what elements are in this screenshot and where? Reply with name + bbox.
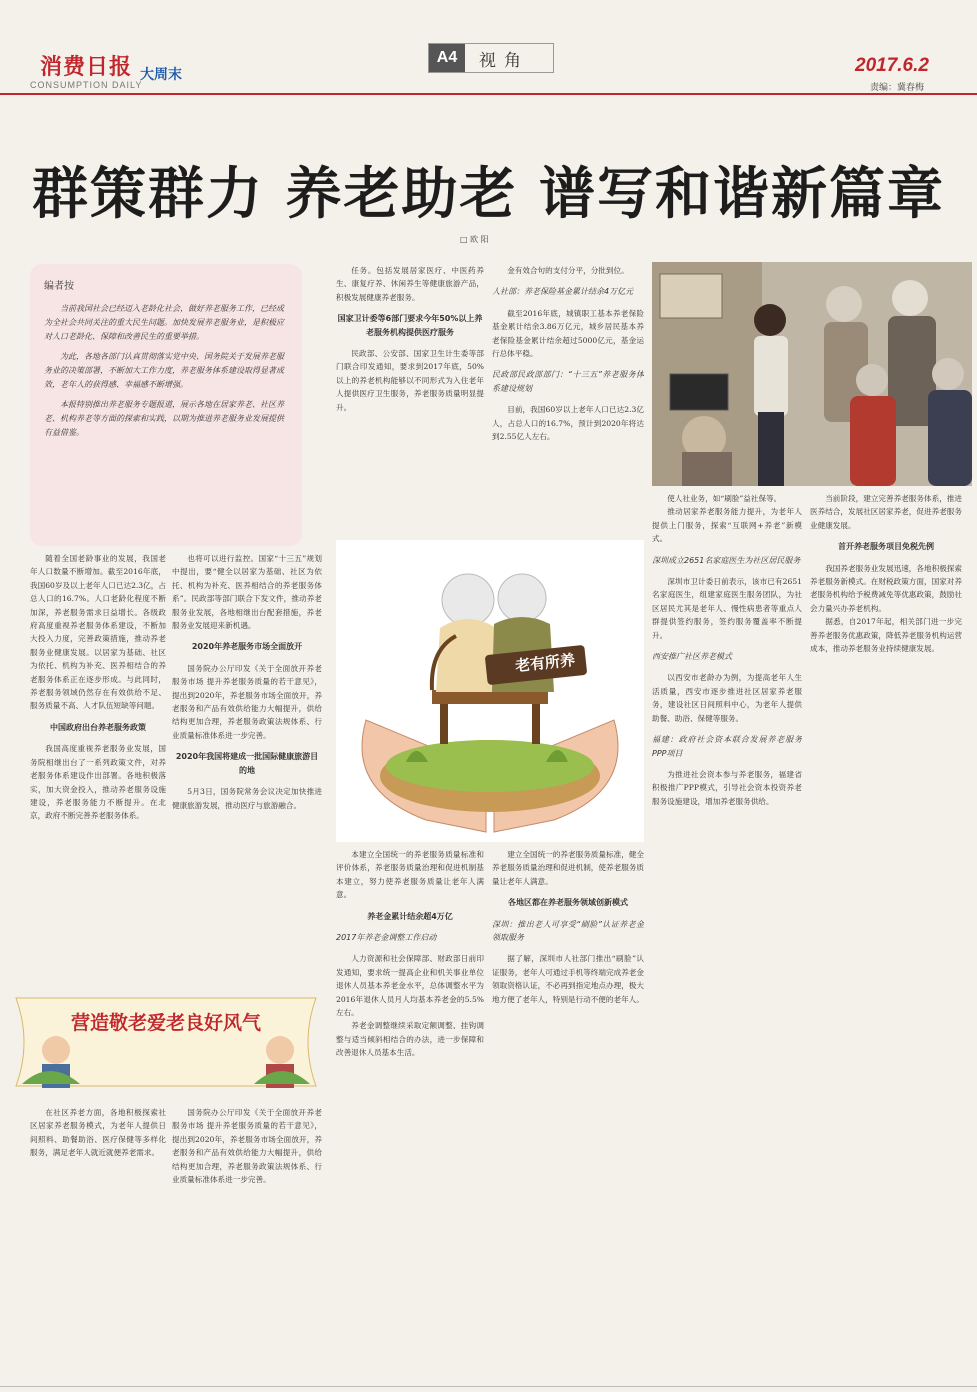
header-rule xyxy=(0,93,977,95)
page-number: A4 xyxy=(429,44,465,72)
editor-note xyxy=(30,264,302,546)
article-paragraph: 也将可以进行监控。国家“十三五”规划中提出，要“健全以居家为基础、社区为依托、机构为补充、医养相结合的养老服务体系”。民政部等部门联合下发文件，推动养老服务业发展，各地相继出台配套措施，养老服务业发展迎来新机遇。 xyxy=(172,554,322,631)
article-paragraph: 截至2016年底，城镇职工基本养老保险基金累计结余3.86万亿元，城乡居民基本养老保险基金累计结余超过5000亿元，基金运行总体平稳。 xyxy=(492,308,644,359)
article-paragraph: 当前阶段，建立完善养老服务体系，推进医养结合，发展社区居家养老，促进养老服务业健康发展。 xyxy=(810,494,962,530)
article-paragraph: 目前，我国60岁以上老年人口已达2.3亿人，占总人口的16.7%，预计到2020年将达到2.55亿人左右。 xyxy=(492,405,644,442)
subheading: 2020年养老服务市场全面放开 xyxy=(191,642,303,652)
editor-note-title: 编者按 xyxy=(44,281,74,292)
subheading: 首开养老服务项目免税先例 xyxy=(838,542,934,552)
column-2-bottom xyxy=(172,1106,322,1386)
byline: □ 欧 阳 xyxy=(460,235,489,244)
article-paragraph: 随着全国老龄事业的发展，我国老年人口数量不断增加。截至2016年底，我国60岁及以上老年人口已达2.3亿，占总人口的16.7%。人口老龄化程度不断加深，养老服务需求日益增长。各级政府高度重视养老服务体系建设，不断加大投入力度，完善政策措施，推动养老服务业健康发展。以居家为基础、社区为依托、机构为补充、医养相结合的养老服务体系正在逐步形成。与此同时，养老服务领域仍然存在有效供给不足、服务质量不高、人才队伍短缺等问题。 xyxy=(30,554,166,711)
column-5 xyxy=(652,492,802,1386)
banner-text: 营造敬老爱老良好风气 xyxy=(70,1012,261,1034)
article-paragraph: 任务。包括发展居家医疗、中医药养生、康复疗养、休闲养生等健康旅游产品，积极发展健康养老服务。 xyxy=(336,266,484,302)
article-paragraph: 深圳市卫计委日前表示，该市已有2651名家庭医生，组建家庭医生服务团队，为社区居民尤其是老年人、慢性病患者等重点人群提供签约服务，签约服务覆盖率不断提升。 xyxy=(652,577,802,640)
article-paragraph: 我国高度重视养老服务业发展，国务院相继出台了一系列政策文件，对养老服务体系建设作出部署。各地积极落实，加大资金投入，推动养老服务设施建设，养老服务能力不断提升。在北京，政府不断完善养老服务体系。 xyxy=(30,744,166,821)
weekend-label: 大周末 xyxy=(140,66,182,82)
subheading: 2017年养老金调整工作启动 xyxy=(336,933,437,943)
illustration-elderly-care xyxy=(336,540,644,842)
article-paragraph: 据了解，深圳市人社部门推出“刷脸”认证服务，老年人可通过手机等终端完成养老金领取资格认证，不必再到指定地点办理，极大地方便了老年人，特别是行动不便的老年人。 xyxy=(492,954,644,1004)
article-paragraph: 人力资源和社会保障部、财政部日前印发通知，要求统一提高企业和机关事业单位退休人员基本养老金水平，总体调整水平为2016年退休人员月人均基本养老金的5.5%左右。 xyxy=(336,954,484,1018)
illustration-graphic xyxy=(336,540,644,842)
subheading: 深圳成立2651名家庭医生为社区居民服务 xyxy=(652,555,801,565)
editor-note-paragraph: 当前我国社会已经迈入老龄化社会，做好养老服务工作，已经成为全社会共同关注的重大民生问题。加快发展养老服务业，是积极应对人口老龄化、保障和改善民生的重要举措。 xyxy=(44,304,284,341)
subheading: 养老金累计结余超4万亿 xyxy=(367,911,453,921)
column-3-bottom xyxy=(336,848,484,1386)
subheading: 深圳：推出老人可享受“刷脸”认证养老金领取服务 xyxy=(492,919,644,943)
subheading: 2020年我国将建成一批国际健康旅游目的地 xyxy=(175,752,319,775)
page-section-box xyxy=(428,43,554,73)
article-paragraph: 金有效合句的支付分平，分批到位。 xyxy=(507,266,629,275)
subheading: 人社部：养老保险基金累计结余4万亿元 xyxy=(492,287,634,297)
article-paragraph: 民政部、公安部、国家卫生计生委等部门联合印发通知，要求到2017年底，50%以上的养老机构能够以不同形式为入住老年人提供医疗卫生服务，养老服务质量明显提升。 xyxy=(336,349,484,412)
article-paragraph: 以西安市老龄办为例，为提高老年人生活质量，西安市逐步推进社区居家养老服务，建设社区日间照料中心，为老年人提供助餐、助浴、保健等服务。 xyxy=(652,673,802,723)
article-paragraph: 推动居家养老服务能力提升，为老年人提供上门服务，探索“互联网+养老”新模式。 xyxy=(652,507,802,544)
section-name: 视角 xyxy=(479,50,529,71)
column-1-top xyxy=(30,552,166,984)
column-4-bottom xyxy=(492,848,644,1386)
subheading: 西安推广社区养老模式 xyxy=(652,652,732,662)
article-paragraph: 使人社业务，如“刷脸”益社保等。 xyxy=(667,494,782,503)
illustration-sign-text: 老有所养 xyxy=(514,650,576,676)
subheading: 国家卫计委等6部门要求今年50%以上养老服务机构提供医疗服务 xyxy=(337,314,483,337)
paper-english-name: CONSUMPTION DAILY xyxy=(30,80,143,90)
subheading: 福建：政府社会资本联合发展养老服务PPP项目 xyxy=(652,735,802,758)
paper-logo: 消费日报 xyxy=(40,54,133,80)
article-paragraph: 为推进社会资本参与养老服务，福建省积极推广PPP模式，引导社会资本投资养老服务设施建设，增加养老服务供给。 xyxy=(652,769,802,806)
column-4-top xyxy=(492,264,644,536)
article-paragraph: 养老金调整继续采取定额调整、挂钩调整与适当倾斜相结合的办法，进一步保障和改善退休人员基本生活。 xyxy=(336,1021,484,1058)
editor-note-paragraph: 本报特别推出养老服务专题报道，展示各地在居家养老、社区养老、机构养老等方面的探索和实践，以期为推进养老服务业发展提供有益借鉴。 xyxy=(44,400,284,437)
article-paragraph: 在社区养老方面，各地积极探索社区居家养老服务模式，为老年人提供日间照料、助餐助浴、医疗保健等多样化服务，满足老年人就近就便养老需求。 xyxy=(30,1108,166,1158)
subheading: 中国政府出台养老服务政策 xyxy=(50,722,146,732)
photo-scene xyxy=(652,262,972,486)
article-paragraph: 建立全国统一的养老服务质量标准，健全养老服务质量治理和促进机制，使养老服务质量让老年人满意。 xyxy=(492,850,644,886)
banner-respect-elderly xyxy=(10,988,322,1096)
editor-note-paragraph: 为此，各地各部门认真贯彻落实党中央、国务院关于发展养老服务业的决策部署，不断加大工作力度，养老服务体系建设取得显著成效，老年人的获得感、幸福感不断增强。 xyxy=(44,352,284,389)
article-paragraph: 国务院办公厅印发《关于全面放开养老服务市场 提升养老服务质量的若干意见》，提出到2020年，养老服务市场全面放开，养老服务和产品有效供给能力大幅提升，供给结构更加合理，养老服务政策法规体系、行业质量标准体系进一步完善。 xyxy=(172,1108,322,1185)
article-paragraph: 本建立全国统一的养老服务质量标准和评价体系，养老服务质量治理和促进机制基本建立，努力使养老服务质量让老年人满意。 xyxy=(336,850,484,900)
issue-date: 2017.6.2 xyxy=(855,55,929,76)
banner-graphic xyxy=(10,988,322,1096)
photo-elderly-volunteers xyxy=(652,262,972,486)
column-3-top xyxy=(336,264,484,536)
subheading: 民政部民政部部门：“十三五”养老服务体系建设规划 xyxy=(492,370,644,393)
article-paragraph: 5月3日，国务院常务会议决定加快推进健康旅游发展，推动医疗与旅游融合。 xyxy=(172,787,322,810)
column-6 xyxy=(810,492,962,1386)
article-paragraph: 国务院办公厅印发《关于全面放开养老服务市场 提升养老服务质量的若干意见》，提出到2020年，养老服务市场全面放开，养老服务和产品有效供给能力大幅提升，供给结构更加合理，养老服务政策法规体系、行业质量标准体系进一步完善。 xyxy=(172,663,322,740)
headline: 群策群力 养老助老 谱写和谐新篇章 xyxy=(32,162,945,227)
editor-line: 责编：冀春梅 xyxy=(870,83,925,93)
column-2-top xyxy=(172,552,322,984)
subheading: 各地区都在养老服务领域创新模式 xyxy=(508,898,628,908)
article-paragraph: 我国养老服务业发展迅速，各地积极探索养老服务新模式。在财税政策方面，国家对养老服务机构给予税费减免等优惠政策，鼓励社会力量兴办养老机构。 xyxy=(810,563,962,613)
article-paragraph: 据悉，自2017年起，相关部门进一步完善养老服务优惠政策，降低养老服务机构运营成本，推动养老服务业持续健康发展。 xyxy=(810,617,962,654)
footer-rule xyxy=(0,1386,977,1387)
column-1-bottom xyxy=(30,1106,166,1386)
